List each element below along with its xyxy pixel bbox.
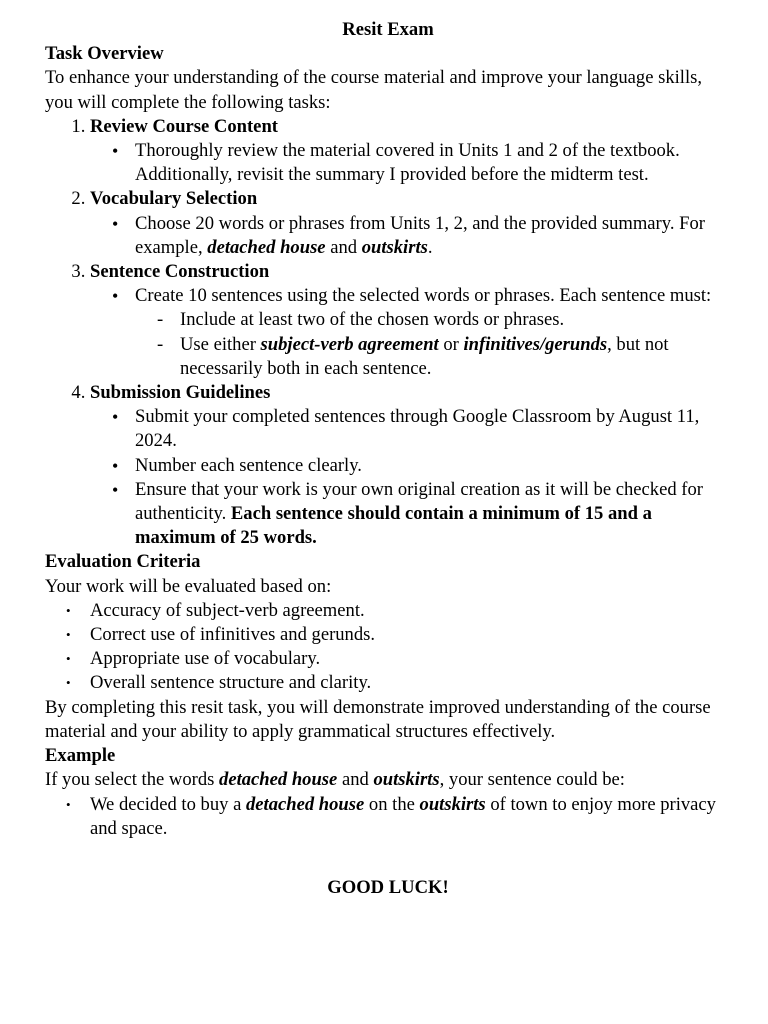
example-text: , your sentence could be: bbox=[439, 769, 625, 791]
task-list bbox=[45, 115, 731, 551]
task-bullet: • Number each sentence clearly. bbox=[135, 454, 731, 478]
example-text: of town to enjoy more privacy and space. bbox=[90, 793, 716, 839]
sub-text: , but not necessarily both in each sentence. bbox=[180, 333, 669, 379]
term-detached-house: detached house bbox=[245, 793, 365, 815]
term-outskirts: outskirts bbox=[419, 793, 486, 815]
term-outskirts: outskirts bbox=[373, 769, 440, 791]
bullet-text: . bbox=[427, 236, 433, 258]
example-list bbox=[45, 793, 731, 841]
task-bullets bbox=[90, 139, 731, 187]
example-text: If you select the words bbox=[45, 769, 220, 791]
bullet-text: Ensure that your work is your own original creation as it will be checked for authenticity. bbox=[135, 478, 703, 525]
sub-item: - Include at least two of the chosen words or phrases. bbox=[180, 308, 731, 332]
term-outskirts: outskirts bbox=[361, 236, 428, 258]
sub-text: or bbox=[438, 333, 464, 355]
evaluation-intro: Your work will be evaluated based on: bbox=[45, 575, 332, 597]
task-bullets bbox=[90, 405, 731, 550]
page-title: Resit Exam bbox=[342, 19, 434, 40]
sub-list bbox=[135, 308, 731, 381]
task-title: Vocabulary Selection bbox=[90, 188, 258, 210]
task-bullet: • Submit your completed sentences through Google Classroom by August 11, 2024. bbox=[135, 405, 731, 453]
evaluation-criteria-list bbox=[45, 599, 731, 696]
sub-item bbox=[180, 333, 731, 381]
task-item bbox=[90, 260, 731, 381]
sub-text: Use either bbox=[180, 333, 261, 355]
example-text: We decided to buy a bbox=[90, 793, 246, 815]
task-bullets bbox=[90, 212, 731, 260]
task-bullet bbox=[135, 478, 731, 551]
term-detached-house: detached house bbox=[207, 236, 326, 258]
task-bullet bbox=[135, 212, 731, 260]
task-title: Submission Guidelines bbox=[90, 382, 271, 404]
example-heading: Example bbox=[45, 745, 116, 767]
term-infinitives-gerunds: infinitives/gerunds bbox=[463, 333, 608, 355]
example-intro bbox=[45, 768, 731, 792]
bullet-text: and bbox=[325, 236, 362, 258]
evaluation-heading: Evaluation Criteria bbox=[45, 551, 201, 573]
task-bullets bbox=[90, 284, 731, 381]
term-subject-verb-agreement: subject-verb agreement bbox=[260, 333, 439, 355]
task-item bbox=[90, 381, 731, 550]
criteria-item: • Correct use of infinitives and gerunds. bbox=[90, 623, 731, 647]
task-bullet bbox=[135, 284, 731, 381]
example-sentence bbox=[90, 793, 731, 841]
criteria-item: • Appropriate use of vocabulary. bbox=[90, 647, 731, 671]
task-item bbox=[90, 115, 731, 188]
word-count-requirement: Each sentence should contain a minimum of 15 and a maximum of 25 words. bbox=[135, 503, 652, 549]
document-page bbox=[45, 18, 731, 900]
good-luck-message: GOOD LUCK! bbox=[327, 876, 449, 898]
task-title: Review Course Content bbox=[90, 115, 278, 137]
evaluation-closing: By completing this resit task, you will demonstrate improved understanding of the course material and your ability to apply grammatical structures effectively. bbox=[45, 696, 711, 742]
criteria-item: • Overall sentence structure and clarity. bbox=[90, 671, 731, 695]
criteria-item: • Accuracy of subject-verb agreement. bbox=[90, 599, 731, 623]
bullet-text: Create 10 sentences using the selected words or phrases. Each sentence must: bbox=[135, 285, 712, 307]
example-text: on the bbox=[364, 793, 420, 815]
task-bullet: • Thoroughly review the material covered in Units 1 and 2 of the textbook. Additionally, revisit the summary I provided before the midterm test. bbox=[135, 139, 731, 187]
task-overview-intro: To enhance your understanding of the course material and improve your language skills, you will complete the following tasks: bbox=[45, 67, 703, 113]
task-overview-heading: Task Overview bbox=[45, 43, 164, 65]
task-item bbox=[90, 187, 731, 260]
example-text: and bbox=[337, 769, 374, 791]
task-title: Sentence Construction bbox=[90, 261, 270, 283]
bullet-text: Choose 20 words or phrases from Units 1, 2, and the provided summary. For example, bbox=[135, 212, 705, 258]
term-detached-house: detached house bbox=[219, 769, 338, 791]
